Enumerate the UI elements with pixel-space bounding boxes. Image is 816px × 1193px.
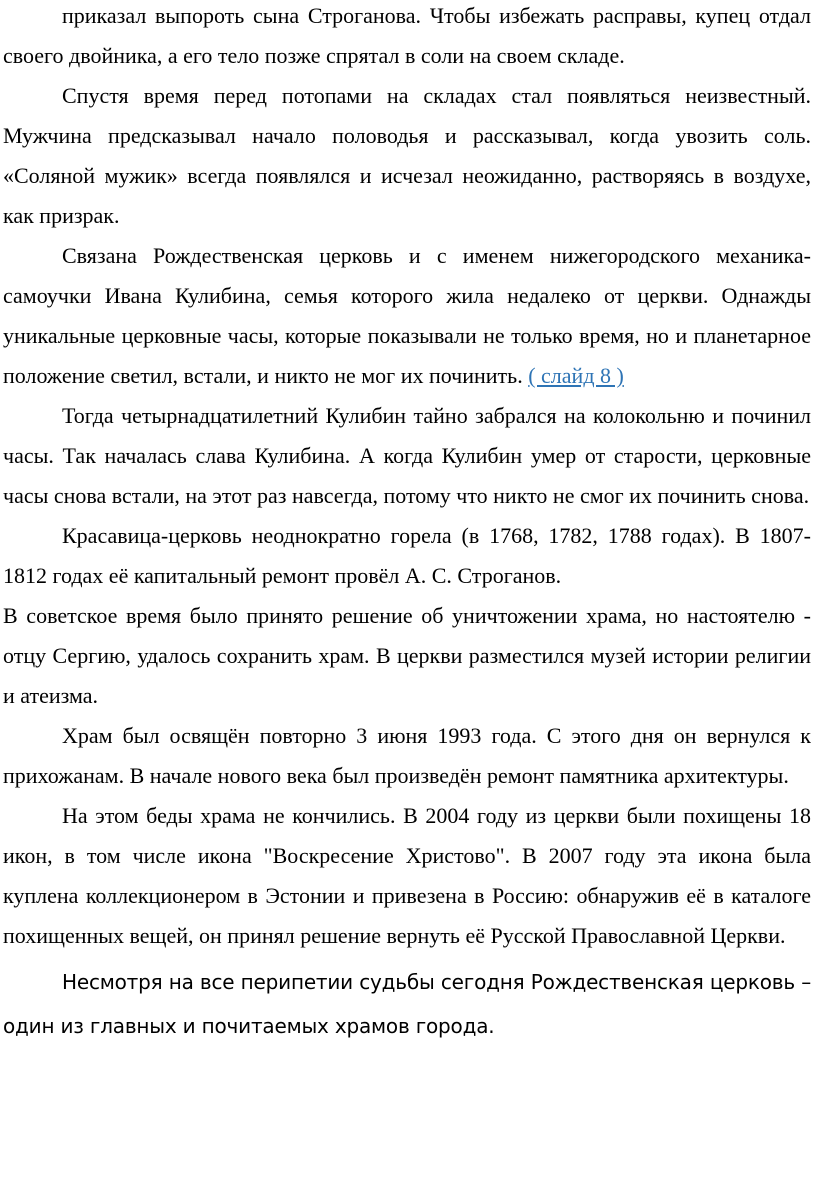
paragraph-kulibin-repair: Тогда четырнадцатилетний Кулибин тайно забрался на колокольню и починил часы. Так началась слава Кулибина. А когда Кулибин умер от старости, церковные часы снова встали, на этот раз навсегда, потому что никто не смог их починить снова.	[3, 403, 811, 508]
paragraph-stroganov-double: приказал выпороть сына Строганова. Чтобы избежать расправы, купец отдал своего двойника, а его тело позже спрятал в соли на своем складе.	[3, 3, 811, 68]
paragraph-kulibin-clock	[3, 236, 811, 396]
paragraph-reconsecration: Храм был освящён повторно 3 июня 1993 года. С этого дня он вернулся к прихожанам. В начале нового века был произведён ремонт памятника архитектуры.	[3, 723, 811, 788]
paragraph-stolen-icons: На этом беды храма не кончились. В 2004 году из церкви были похищены 18 икон, в том числе икона "Воскресение Христово". В 2007 году эта икона была куплена коллекционером в Эстонии и привезена в Россию: обнаружив её в каталоге похищенных вещей, он принял решение вернуть её Русской Православной Церкви.	[3, 803, 811, 948]
paragraph-soviet-era: В советское время было принято решение об уничтожении храма, но настоятелю - отцу Сергию, удалось сохранить храм. В церкви разместился музей истории религии и атеизма.	[3, 603, 811, 708]
slide-8-link[interactable]: ( слайд 8 )	[528, 363, 624, 388]
paragraph-kulibin-clock-text: Связана Рождественская церковь и с именем нижегородского механика-самоучки Ивана Кулибина, семья которого жила недалеко от церкви. Однажды уникальные церковные часы, которые показывали не только время, но и планетарное положение светил, встали, и никто не мог их починить.	[3, 243, 811, 388]
paragraph-salt-man: Спустя время перед потопами на складах стал появляться неизвестный. Мужчина предсказывал начало половодья и рассказывал, когда увозить соль. «Соляной мужик» всегда появлялся и исчезал неожиданно, растворяясь в воздухе, как призрак.	[3, 83, 811, 228]
paragraph-conclusion: Несмотря на все перипетии судьбы сегодня Рождественская церковь – один из главных и почитаемых храмов города.	[3, 970, 811, 1038]
paragraph-fires: Красавица-церковь неоднократно горела (в 1768, 1782, 1788 годах). В 1807-1812 годах её капитальный ремонт провёл А. С. Строганов.	[3, 523, 811, 588]
